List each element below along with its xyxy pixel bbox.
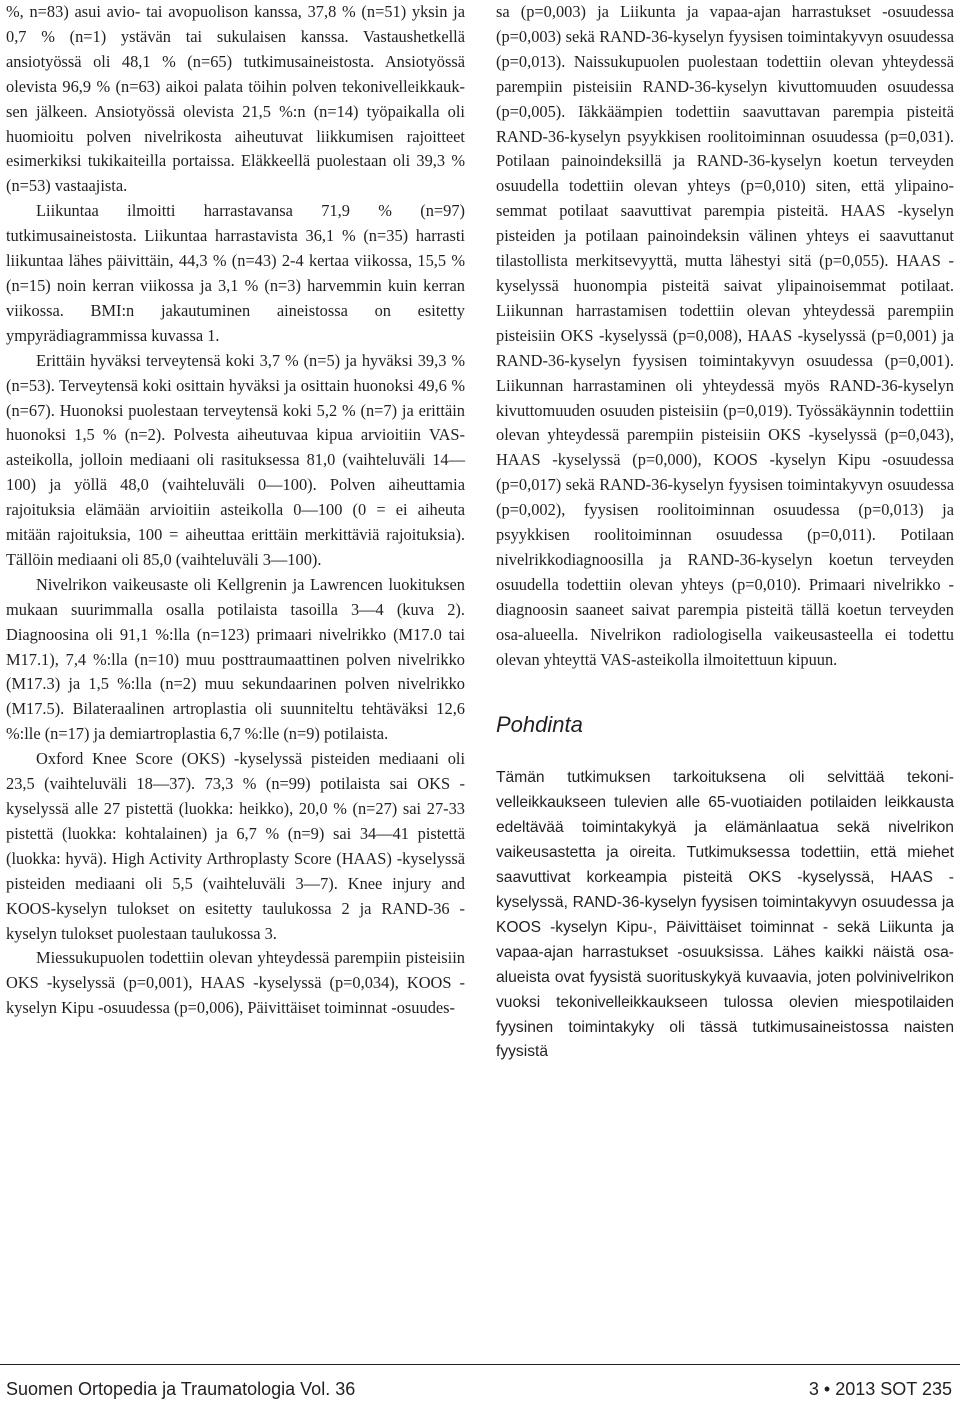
body-paragraph: Miessukupuolen todettiin olevan yhteydessä parempiin pisteisiin OKS -kyselyssä (p=0,001), HAAS -kyselyssä (p=0,034), KOOS -kyselyn Kipu -osuudessa (p=0,006), Päivittäiset toiminnat -osuudes- (6, 948, 465, 1018)
discussion-paragraph: Tämän tutkimuksen tarkoituksena oli selvittää tekonivelleikkaukseen tulevien alle 65-vuotiaiden potilaiden leikkausta edeltävää toimintakykyä ja elämänlaatua sekä nivelrikon vaikeusastetta ja oireita. Tutkimuksessa todettiin, että miehet saavuttivat korkeampia pisteitä OKS -kyselyssä, HAAS -kyselyssä, RAND-36-kyselyn fyysisen toimintakyvyn osuudessa ja KOOS -kyselyn Kipu-, Päivittäiset toiminnat - sekä Liikunta ja vapaa-ajan harrastukset -osuuksissa. Lähes kaikki näistä osa-alueista ovat fyysistä suorituskykyä kuvaavia, joten polvinivelrikon vuoksi tekonivelleikkaukseen tulossa olevien miespotilaiden fyysinen toimintakyky oli tässä tutkimusaineistossa naisten fyysistä (496, 769, 954, 1061)
section-heading: Pohdinta (496, 712, 583, 738)
right-text-column (496, 0, 954, 1065)
left-text-column (6, 0, 465, 1021)
body-paragraph: %, n=83) asui avio- tai avopuolison kanssa, 37,8 % (n=51) yksin ja 0,7 % (n=1) ystävän tai sukulaisen kanssa. Vastaushetkellä ansiotyössä oli 48,1 % (n=65) tutkimusaineistosta. Ansiotyössä olevista 96,9 % (n=63) aikoi palata töihin polven tekonivelleikkauksen jälkeen. Ansiotyössä olevista 21,5 %:n (n=14) työpaikalla oli huomioitu polven nivelrikosta aiheutuvat liikkumisen rajoitteet esimerkiksi tukikaiteilla portaissa. Eläkkeellä puolestaan oli 39,3 % (n=53) vastaajista. (6, 2, 465, 196)
body-paragraph: Nivelrikon vaikeusaste oli Kellgrenin ja Lawrencen luokituksen mukaan suurimmalla osalla potilaista tasoilla 3—4 (kuva 2). Diagnoosina oli 91,1 %:lla (n=123) primaari nivelrikko (M17.0 tai M17.1), 7,4 %:lla (n=10) muu posttraumaattinen polven nivelrikko (M17.3) ja 1,5 %:lla (n=2) muu sekundaarinen polven nivelrikko (M17.5). Bilateraalinen artroplastia oli suunniteltu tehtäväksi 12,6 %:lle (n=17) ja demiartroplastia 6,7 %:lle (n=9) potilaista. (6, 574, 465, 744)
footer-divider (0, 1364, 960, 1365)
body-paragraph-continued: sa (p=0,003) ja Liikunta ja vapaa-ajan harrastukset -osuudessa (p=0,003) sekä RAND-36-kyselyn fyysisen toimintakyvyn osuudessa (p=0,013). Naissukupuolen puolestaan todettiin olevan yhteydessä parempiin pisteisiin RAND-36-kyselyn kivuttomuuden osuudessa (p=0,005). Iäkkäämpien todettiin saavuttavan parempia pisteitä RAND-36-kyselyn psyykkisen roolitoiminnan osuudessa (p=0,031). Potilaan painoindeksillä ja RAND-36-kyselyn koetun terveyden osuudella todettiin olevan yhteys (p=0,010) siten, että ylipainosemmat potilaat saavuttivat parempia pisteitä. HAAS -kyselyn pisteiden ja potilaan painoindeksin välinen yhteys ei saavuttanut tilastollista merkitsevyyttä, mutta lähestyi sitä (p=0,055). HAAS -kyselyssä huonompia pisteitä saivat ylipainoisemmat potilaat. Liikunnan harrastamisen todettiin olevan yhteydessä parempiin pisteisiin OKS -kyselyssä (p=0,008), HAAS -kyselyssä (p=0,001) ja RAND-36-kyselyn fyysisen toimintakyvyn osuudessa (p=0,001). Liikunnan harrastaminen oli yhteydessä myös RAND-36-kyselyn kivuttomuuden osuuden pisteisiin (p=0,019). Työssäkäynnin todettiin olevan yhteydessä parempiin pisteisiin OKS -kyselyssä (p=0,043), HAAS -kyselyssä (p=0,000), KOOS -kyselyn Kipu -osuudessa (p=0,017) sekä RAND-36-kyselyn fyysisen toimintakyvyn osuudessa (p=0,002), fyysisen roolitoiminnan osuudessa (p=0,013) ja psyykkisen roolitoiminnan osuudessa (p=0,011). Potilaan nivelrikkodiagnoosilla ja RAND-36-kyselyn koetun terveyden osuudella todettiin olevan yhteys (p=0,010). Primaari nivelrikko -diagnoosin saaneet saivat parempia pisteitä tällä koetun terveyden osa-alueella. Nivelrikon radiologisella vaikeusasteella ei todettu olevan yhteyttä VAS-asteikolla ilmoitettuun kipuun. (496, 2, 954, 669)
body-paragraph: Oxford Knee Score (OKS) -kyselyssä pisteiden mediaani oli 23,5 (vaihteluväli 18—37). 73,3 % (n=99) potilaista sai OKS -kyselyssä alle 27 pistettä (luokka: heikko), 20,0 % (n=27) sai 27-33 pistettä (luokka: kohtalainen) ja 6,7 % (n=9) sai 34—41 pistettä (luokka: hyvä). High Activity Arthroplasty Score (HAAS) -kyselyssä pisteiden mediaani oli 5,5 (vaihteluväli 3—7). Knee injury and KOOS-kyselyn tulokset on esitetty taulukossa 2 ja RAND-36 -kyselyn tulokset puolestaan taulukossa 3. (6, 749, 465, 943)
journal-title: Suomen Ortopedia ja Traumatologia Vol. 36 (6, 1379, 356, 1399)
body-paragraph: Erittäin hyväksi terveytensä koki 3,7 % (n=5) ja hyväksi 39,3 % (n=53). Terveytensä koki osittain hyväksi ja osittain huonoksi 49,6 % (n=67). Huonoksi puolestaan terveytensä koki 5,2 % (n=7) ja erittäin huonoksi 1,5 % (n=2). Polvesta aiheutuvaa kipua arvioitiin VAS-asteikolla, jolloin mediaani oli rasituksessa 81,0 (vaihteluväli 14—100) ja yöllä 48,0 (vaihteluväli 0—100). Polven aiheuttamia rajoituksia elämään arvioitiin asteikolla 0—100 (0 = ei aiheuta mitään rajoituksia, 100 = aiheuttaa erittäin merkittäviä rajoituksia). Tällöin mediaani oli 85,0 (vaihteluväli 3—100). (6, 350, 465, 569)
issue-page-number: 3 • 2013 SOT 235 (808, 1379, 952, 1399)
body-paragraph: Liikuntaa ilmoitti harrastavansa 71,9 % (n=97) tutkimusaineistosta. Liikuntaa harrastavista 36,1 % (n=35) harrasti liikuntaa lähes päivittäin, 44,3 % (n=43) 2-4 kertaa viikossa, 15,5 % (n=15) noin kerran viikossa ja 3,1 % (n=3) harvemmin kuin kerran viikossa. BMI:n jakautuminen aineistossa on esitetty ympyrädiagrammissa kuvassa 1. (6, 201, 465, 345)
